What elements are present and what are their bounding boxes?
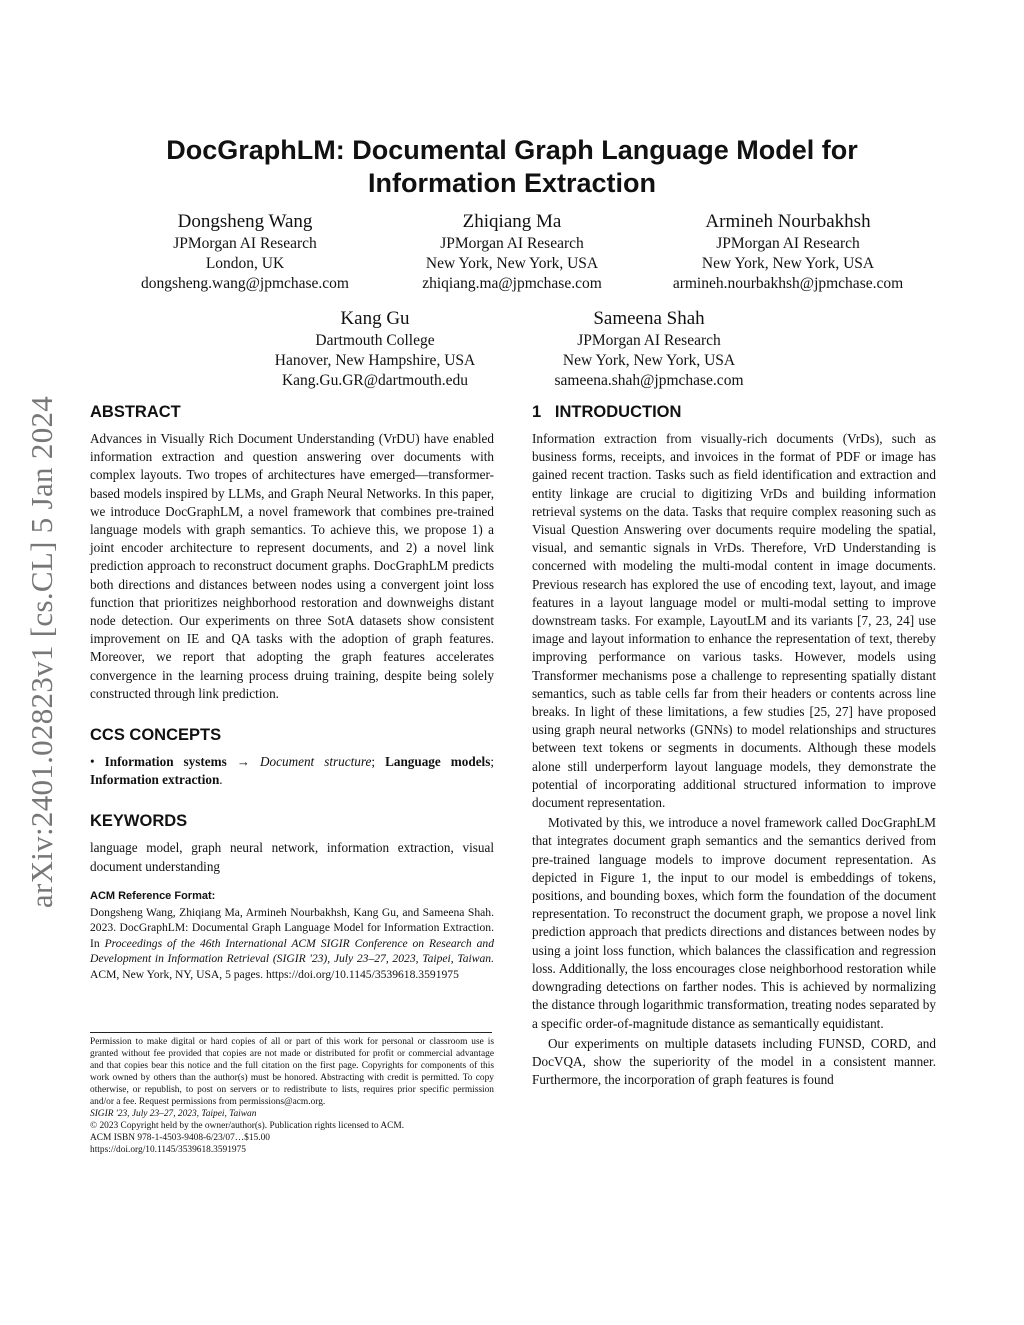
author-name: Zhiqiang Ma	[462, 211, 562, 232]
abstract-text: Advances in Visually Rich Document Understanding (VrDU) have enabled information extraction and question answering over documents with complex layouts. Two tropes of architectures have emerged—transformer-based models inspired by LLMs, and Graph Neural Networks. In this paper, we introduce DocGraphLM, a novel framework that combines pre-trained language models with graph semantics. To achieve this, we propose 1) a joint encoder architecture to represent documents, and 2) a novel link prediction approach to reconstruct document graphs. DocGraphLM predicts both directions and distances between nodes using a convergent joint loss function that prioritizes neighborhood restoration and downweighs distant node detection. Our experiments on three SotA datasets show consistent improvement on IE and QA tasks with the adoption of graph features. Moreover, we report that adopting the graph features accelerates convergence in the learning process druing training, despite being solely constructed through link prediction.	[90, 431, 494, 701]
intro-paragraph-3: Our experiments on multiple datasets including FUNSD, CORD, and DocVQA, show the superiority of the model in a consistent manner. Furthermore, the incorporation of graph features is found	[532, 1035, 936, 1088]
author-name: Armineh Nourbakhsh	[705, 211, 871, 232]
ccs-heading: CCS CONCEPTS	[90, 726, 222, 745]
permission-copyright: © 2023 Copyright held by the owner/author(s). Publication rights licensed to ACM.	[90, 1121, 405, 1131]
permission-notice	[90, 1036, 494, 1156]
author-name: Sameena Shah	[593, 308, 705, 329]
ccs-text: • Information systems → Document structure; Language models; Information extraction.	[90, 754, 495, 788]
author-location: Hanover, New Hampshire, USA	[274, 352, 476, 369]
author-affiliation: JPMorgan AI Research	[440, 235, 584, 252]
author-location: New York, New York, USA	[701, 255, 875, 272]
footnote-rule	[90, 1032, 492, 1033]
author-email: armineh.nourbakhsh@jpmchase.com	[672, 275, 904, 292]
permission-conference: SIGIR '23, July 23–27, 2023, Taipei, Taiwan	[90, 1109, 257, 1119]
author-email: sameena.shah@jpmchase.com	[554, 372, 744, 389]
author-name: Dongsheng Wang	[177, 211, 313, 232]
author-block	[654, 209, 922, 294]
paper-title	[90, 134, 934, 200]
permission-text: Permission to make digital or hard copies of all or part of this work for personal or classroom use is granted without fee provided that copies are not made or distributed for profit or commercial advantage and that copies bear this notice and the full citation on the first page. Copyrights for components of this work owned by others than the author(s) must be honored. Abstracting with credit is permitted. To copy otherwise, or republish, to post on servers or to redistribute to lists, requires prior specific permission and/or a fee. Request permissions from permissions@acm.org.	[90, 1037, 494, 1107]
author-location: London, UK	[205, 255, 285, 272]
acm-reference-heading: ACM Reference Format:	[90, 889, 216, 902]
left-column	[90, 402, 494, 982]
author-email: zhiqiang.ma@jpmchase.com	[422, 275, 602, 292]
author-block	[387, 209, 637, 294]
author-block	[250, 306, 500, 391]
author-affiliation: JPMorgan AI Research	[716, 235, 860, 252]
intro-paragraph-1: Information extraction from visually-rich documents (VrDs), such as business forms, receipts, and invoices in the format of PDF or image has gained recent traction. Tasks such as field identification and extraction and entity linkage are crucial to digitizing VrDs and building information retrieval systems on the data. Tasks that require complex reasoning such as Visual Question Answering over documents require modeling the spatial, visual, and semantic signals in VrDs. Therefore, VrD Understanding is concerned with modeling the multi-modal content in image documents. Previous research has explored the use of encoding text, layout, and image features in a layout language model or multi-modal setting to improve downstream tasks. For example, LayoutLM and its variants [7, 23, 24] use image and layout information to enhance the representation of text, thereby improving performance on various tasks. However, models using Transformer mechanisms pose a challenge to representing spatially distant semantics, such as table cells far from their headers or contents across line breaks. In light of these limitations, a few studies [25, 27] have proposed using graph neural networks (GNNs) to model relationships and structures between text tokens or segments in documents. Although these models alone still underperform layout language models, they demonstrate the potential of incorporating additional structured information to improve document representation.	[532, 431, 936, 811]
author-affiliation: Dartmouth College	[315, 332, 435, 349]
acm-reference	[90, 890, 494, 983]
author-affiliation: JPMorgan AI Research	[173, 235, 317, 252]
acm-reference-text: Dongsheng Wang, Zhiqiang Ma, Armineh Nourbakhsh, Kang Gu, and Sameena Shah. 2023. DocGraphLM: Documental Graph Language Model for Information Extraction. In Proceedings of the 46th International ACM SIGIR Conference on Research and Development in Information Retrieval (SIGIR '23), July 23–27, 2023, Taipei, Taiwan. ACM, New York, NY, USA, 5 pages. https://doi.org/10.1145/3539618.3591975	[90, 905, 494, 981]
abstract-heading: ABSTRACT	[90, 403, 181, 421]
author-name: Kang Gu	[340, 308, 410, 329]
permission-doi: https://doi.org/10.1145/3539618.3591975	[90, 1145, 246, 1155]
intro-paragraph-2: Motivated by this, we introduce a novel framework called DocGraphLM that integrates document graph semantics and the semantics derived from pre-trained language models to improve document representation. As depicted in Figure 1, the input to our model is embeddings of tokens, positions, and bounding boxes, which form the foundation of the document representation. To reconstruct the document graph, we propose a novel link prediction approach that predicts directions and distances between nodes by using a joint loss function, which balances the classification and regression loss. Additionally, the loss encourages close neighborhood restoration while downgrading detections on farther nodes. This is achieved by normalizing the distance through logarithmic transformation, treating nodes separated by a specific order-of-magnitude distance as semantically equidistant.	[532, 815, 936, 1031]
arxiv-identifier: arXiv:2401.02823v1 [cs.CL] 5 Jan 2024	[24, 395, 59, 909]
author-block	[120, 209, 370, 294]
title-line-2: Information Extraction	[367, 168, 657, 198]
author-block	[524, 306, 774, 391]
introduction-heading: 1 INTRODUCTION	[532, 403, 682, 421]
permission-isbn: ACM ISBN 978-1-4503-9408-6/23/07…$15.00	[90, 1133, 270, 1143]
author-email: Kang.Gu.GR@dartmouth.edu	[281, 372, 469, 389]
author-affiliation: JPMorgan AI Research	[577, 332, 721, 349]
keywords-heading: KEYWORDS	[90, 812, 188, 831]
author-email: dongsheng.wang@jpmchase.com	[141, 275, 349, 292]
author-location: New York, New York, USA	[562, 352, 736, 369]
right-column	[532, 402, 936, 1089]
author-location: New York, New York, USA	[425, 255, 599, 272]
keywords-text: language model, graph neural network, information extraction, visual document understanding	[90, 840, 494, 874]
title-line-1: DocGraphLM: Documental Graph Language Model for	[166, 135, 858, 165]
